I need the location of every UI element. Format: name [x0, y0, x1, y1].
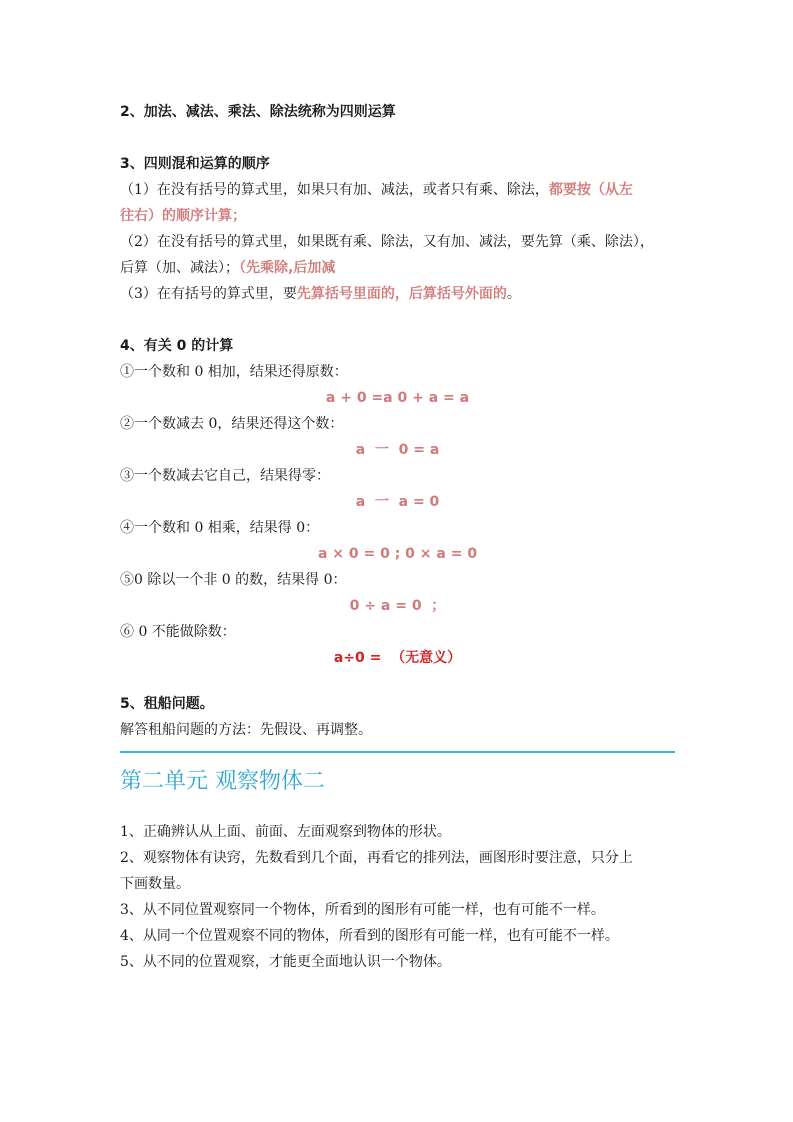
zero-formula-5: 0 ÷ a = 0 ；: [349, 598, 446, 614]
section-2-heading: 2、加法、减法、乘法、除法统称为四则运算: [120, 104, 396, 120]
unit-2-item-4: 4、从同一个位置观察不同的物体，所看到的图形有可能一样，也有可能不一样。: [120, 928, 619, 944]
section-4-heading: 4、有关 0 的计算: [120, 338, 234, 354]
section-divider: [120, 751, 675, 753]
zero-rule-4: ④一个数和 0 相乘，结果得 0：: [120, 520, 320, 536]
section-3-heading: 3、四则混和运算的顺序: [120, 156, 270, 172]
rule-2-line-2: 后算（加、减法）；（先乘除,后加减: [120, 260, 336, 276]
unit-2-item-2: 2、观察物体有诀窍，先数看到几个面，再看它的排列法，画图形时要注意，只分上: [120, 850, 633, 866]
zero-rule-2: ②一个数减去 0，结果还得这个数：: [120, 416, 344, 432]
document-content: [120, 99, 675, 975]
rule-1-line-1: （1）在没有括号的算式里，如果只有加、减法，或者只有乘、除法，都要按（从左: [120, 182, 633, 198]
rule-1-highlight-cont: 往右）的顺序计算；: [120, 208, 246, 224]
zero-formula-6: a÷0 = （无意义）: [333, 650, 462, 666]
rule-1-highlight: 都要按（从左: [548, 182, 633, 198]
rule-1-line-2: [120, 203, 675, 229]
section-5-body: 解答租船问题的方法：先假设、再调整。: [120, 722, 372, 738]
zero-formula-2: a 一 0 = a: [355, 442, 440, 458]
zero-formula-3: a 一 a = 0: [355, 494, 440, 510]
rule-3-line: （3）在有括号的算式里，要先算括号里面的，后算括号外面的。: [120, 286, 521, 302]
zero-formula-1: a + 0 =a 0 + a = a: [325, 390, 470, 406]
rule-2-highlight: （先乘除,后加减: [239, 260, 336, 276]
zero-rule-6: ⑥ 0 不能做除数：: [120, 624, 236, 640]
zero-rule-3: ③一个数减去它自己，结果得零：: [120, 468, 330, 484]
unit-2-title: 第二单元 观察物体二: [120, 769, 325, 794]
unit-2-item-3: 3、从不同位置观察同一个物体，所看到的图形有可能一样，也有可能不一样。: [120, 902, 605, 918]
zero-rule-5: ⑤0 除以一个非 0 的数，结果得 0：: [120, 572, 347, 588]
rule-3-highlight: 先算括号里面的，后算括号外面的: [296, 286, 507, 302]
unit-2-item-1: 1、正确辨认从上面、前面、左面观察到物体的形状。: [120, 824, 451, 840]
unit-2-item-5: 5、从不同的位置观察，才能更全面地认识一个物体。: [120, 954, 451, 970]
zero-rule-1: ①一个数和 0 相加，结果还得原数：: [120, 364, 348, 380]
rule-2-line-1: （2）在没有括号的算式里，如果既有乘、除法，又有加、减法，要先算（乘、除法），: [120, 234, 654, 250]
section-5-heading: 5、租船问题。: [120, 696, 214, 712]
unit-2-item-2-cont: 下画数量。: [120, 876, 190, 892]
zero-formula-4: a × 0 = 0 ; 0 × a = 0: [317, 546, 478, 562]
